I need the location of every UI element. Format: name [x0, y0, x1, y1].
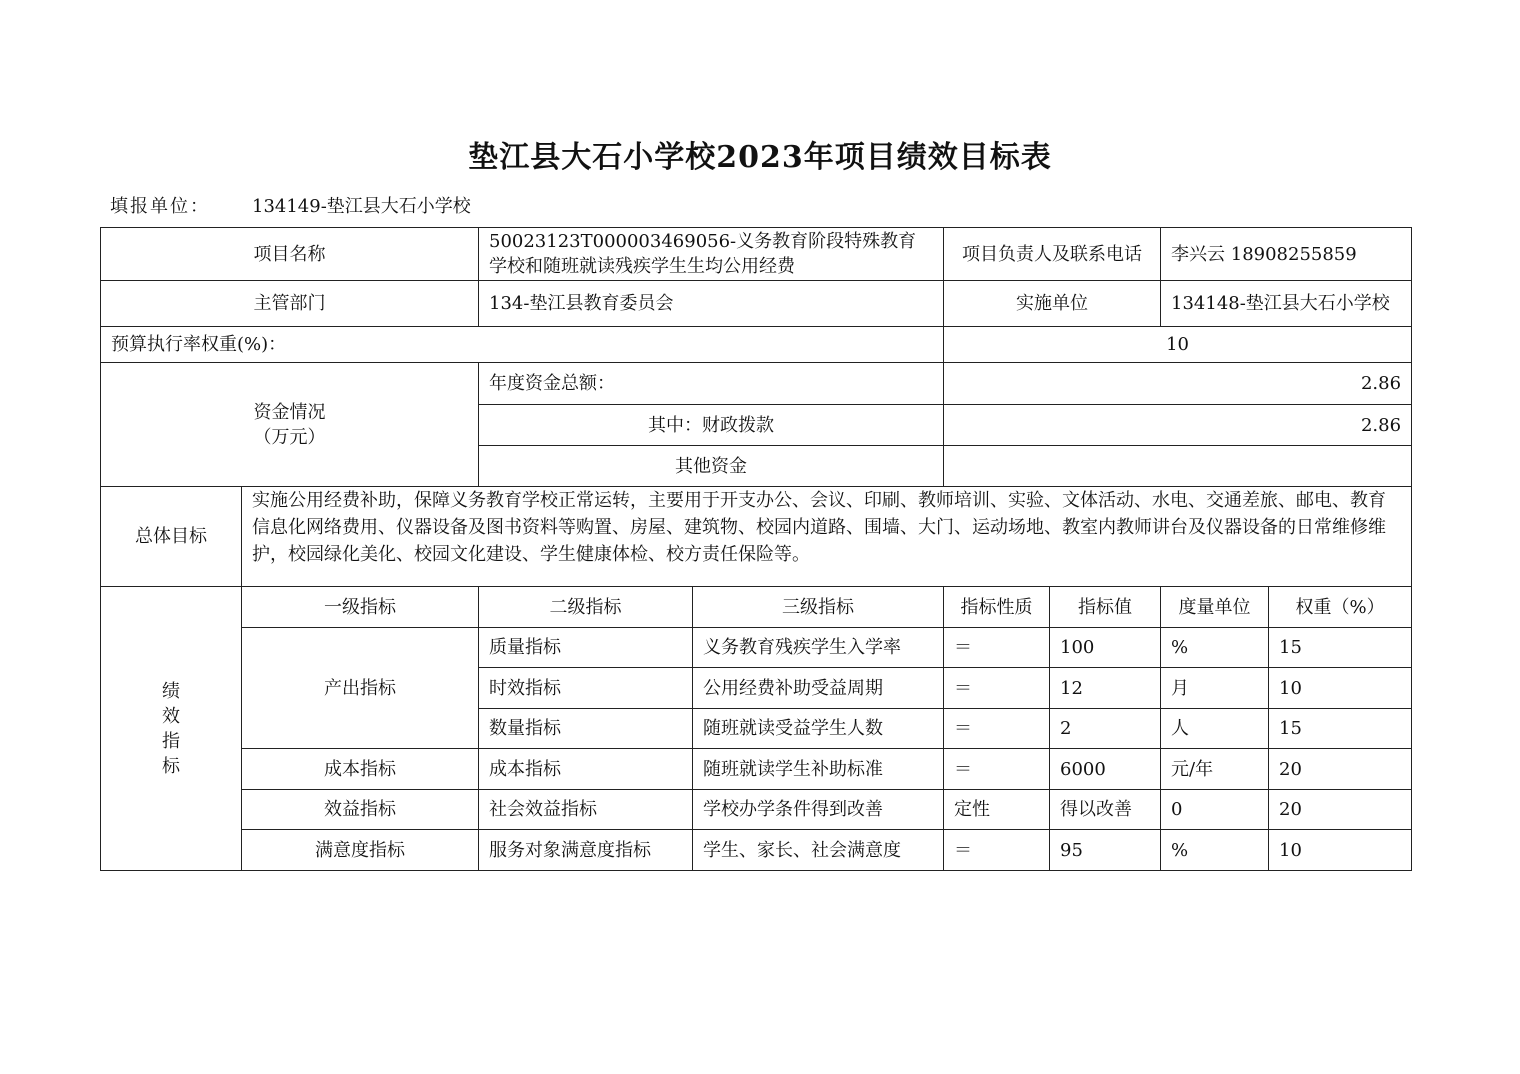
unit-cell: 元/年: [1161, 749, 1269, 790]
indicators-label-char: 指: [162, 730, 180, 752]
value-cell: 6000: [1050, 749, 1161, 790]
nature-cell: 定性: [944, 790, 1050, 830]
table-row: [101, 749, 1412, 790]
table-row: [101, 790, 1412, 830]
funds-label-line1: 资金情况: [253, 401, 326, 423]
level1-cell: 满意度指标: [242, 830, 479, 871]
indicators-section-label: [101, 587, 242, 871]
impl-unit-label: 实施单位: [944, 281, 1161, 327]
unit-cell: %: [1161, 830, 1269, 871]
value-cell: 95: [1050, 830, 1161, 871]
unit-cell: 月: [1161, 668, 1269, 709]
report-unit-label: 填报单位：: [110, 196, 210, 217]
nature-cell: ＝: [944, 749, 1050, 790]
funds-total-label: 年度资金总额：: [479, 363, 944, 405]
impl-unit-value: 134148-垫江县大石小学校: [1161, 281, 1412, 327]
value-cell: 12: [1050, 668, 1161, 709]
unit-cell: %: [1161, 628, 1269, 668]
output-indicator-label: 产出指标: [242, 628, 479, 749]
unit-cell: 0: [1161, 790, 1269, 830]
value-cell: 得以改善: [1050, 790, 1161, 830]
indicators-label-char: 标: [162, 755, 180, 777]
budget-rate-row: [101, 327, 1412, 363]
funds-other-value: [944, 446, 1412, 487]
weight-cell: 20: [1269, 790, 1412, 830]
weight-cell: 15: [1269, 628, 1412, 668]
funds-fiscal-value: 2.86: [944, 405, 1412, 446]
report-unit-line: [110, 192, 471, 218]
weight-cell: 15: [1269, 709, 1412, 749]
funds-fiscal-label: 其中：财政拨款: [479, 405, 944, 446]
project-name-row: [101, 228, 1412, 281]
header-nature: 指标性质: [944, 587, 1050, 628]
level1-cell: 效益指标: [242, 790, 479, 830]
level3-cell: 学生、家长、社会满意度: [693, 830, 944, 871]
indicators-label-char: 绩: [162, 680, 180, 702]
report-unit-value: 134149-垫江县大石小学校: [252, 196, 471, 217]
weight-cell: 10: [1269, 668, 1412, 709]
indicators-label-char: 效: [162, 705, 180, 727]
budget-rate-value: 10: [944, 327, 1412, 363]
level3-cell: 随班就读学生补助标准: [693, 749, 944, 790]
table-row: [101, 628, 1412, 668]
level1-cell: 成本指标: [242, 749, 479, 790]
level2-cell: 质量指标: [479, 628, 693, 668]
funds-label: [101, 363, 479, 487]
project-name-label: 项目名称: [101, 228, 479, 281]
header-level1: 一级指标: [242, 587, 479, 628]
dept-label: 主管部门: [101, 281, 479, 327]
weight-cell: 10: [1269, 830, 1412, 871]
funds-label-line2: （万元）: [253, 426, 326, 448]
value-cell: 100: [1050, 628, 1161, 668]
nature-cell: ＝: [944, 709, 1050, 749]
level2-cell: 社会效益指标: [479, 790, 693, 830]
funds-total-value: 2.86: [944, 363, 1412, 405]
performance-table: [100, 227, 1412, 871]
project-name-value: 50023123T000003469056-义务教育阶段特殊教育学校和随班就读残疾学生生均公用经费: [479, 228, 944, 281]
level3-cell: 公用经费补助受益周期: [693, 668, 944, 709]
header-level2: 二级指标: [479, 587, 693, 628]
funds-other-label: 其他资金: [479, 446, 944, 487]
project-owner-label: 项目负责人及联系电话: [944, 228, 1161, 281]
dept-value: 134-垫江县教育委员会: [479, 281, 944, 327]
page-title: 垫江县大石小学校2023年项目绩效目标表: [468, 140, 1052, 175]
unit-cell: 人: [1161, 709, 1269, 749]
nature-cell: ＝: [944, 628, 1050, 668]
level2-cell: 服务对象满意度指标: [479, 830, 693, 871]
level3-cell: 学校办学条件得到改善: [693, 790, 944, 830]
level3-cell: 随班就读受益学生人数: [693, 709, 944, 749]
level3-cell: 义务教育残疾学生入学率: [693, 628, 944, 668]
header-unit: 度量单位: [1161, 587, 1269, 628]
overall-goal-text: 实施公用经费补助，保障义务教育学校正常运转，主要用于开支办公、会议、印刷、教师培训、实验、文体活动、水电、交通差旅、邮电、教育信息化网络费用、仪器设备及图书资料等购置、房屋、建筑物、校园内道路、围墙、大门、运动场地、教室内教师讲台及仪器设备的日常维修维护，校园绿化美化、校园文化建设、学生健康体检、校方责任保险等。: [242, 487, 1412, 587]
header-level3: 三级指标: [693, 587, 944, 628]
funds-total-row: [101, 363, 1412, 405]
nature-cell: ＝: [944, 830, 1050, 871]
overall-goal-label: 总体目标: [101, 487, 242, 587]
value-cell: 2: [1050, 709, 1161, 749]
budget-rate-label: 预算执行率权重(%)：: [101, 327, 944, 363]
project-owner-value: 李兴云 18908255859: [1161, 228, 1412, 281]
weight-cell: 20: [1269, 749, 1412, 790]
indicator-header-row: [101, 587, 1412, 628]
header-weight: 权重（%）: [1269, 587, 1412, 628]
level2-cell: 成本指标: [479, 749, 693, 790]
department-row: [101, 281, 1412, 327]
header-value: 指标值: [1050, 587, 1161, 628]
level2-cell: 时效指标: [479, 668, 693, 709]
table-row: [101, 830, 1412, 871]
nature-cell: ＝: [944, 668, 1050, 709]
level2-cell: 数量指标: [479, 709, 693, 749]
overall-goal-row: [101, 487, 1412, 587]
